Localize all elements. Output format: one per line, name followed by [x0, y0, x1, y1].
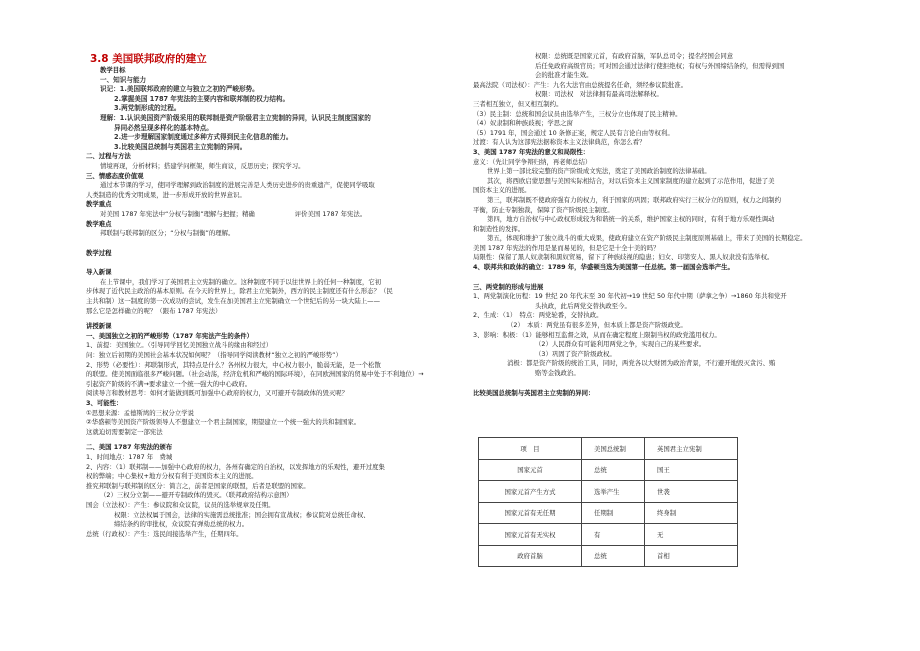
section3-line: 国资本主义的进展。	[473, 186, 531, 195]
objective-line: 异同必然呈现多样化的基本特点。	[114, 123, 213, 132]
keypoint-text	[86, 210, 452, 220]
section1-line: 2、形势（必要性）：邦联制形式，其特点是什么？各州权力很大，中心权力很小，脆弱无能，是一个松散	[86, 360, 381, 369]
section1-heading: 一、美国独立之初的严峻形势（1787 年宪法产生的条件）	[86, 331, 253, 340]
section1-line: 阅读导言和教材思考：如何才能做到既可加强中心政府的权力，又可避开专制政体的毁灭呢？	[86, 389, 349, 398]
objectives-block	[86, 76, 452, 153]
table-row	[479, 545, 738, 567]
section2-line: 权的弊端；中心集权+地方分权有利于美国资本主义的进展。	[86, 472, 258, 481]
objective-line: 一、知识与能力	[100, 75, 147, 84]
intro-line: 主共和制）这一制度的第一次成功的尝试，发生在加美国君主立宪制确立一个世纪后的另一块大陆上——	[86, 297, 380, 306]
section2-line: 1、时间地点：1787 年 费城	[86, 452, 173, 461]
section2-line: 国会（立法权）：产生：参议院和众议院，议员的选举规章及任期。	[86, 500, 275, 509]
section1-line: 引起资产阶级的不满→要求建立一个统一强大的中心政府。	[86, 379, 252, 388]
section3-line: 平衡，防止专制独裁，保障了资产阶级民主制度。	[473, 205, 614, 214]
party-line: （3）巩固了资产阶级政权。	[535, 349, 616, 358]
teaching-process-heading: 教学过程	[86, 248, 112, 257]
table-cell: 首相	[645, 545, 738, 567]
right-line: 过渡：有人认为这部宪法据称资本主义法律典范，你怎么看？	[473, 138, 646, 147]
table-cell: 国家元首有无实权	[479, 524, 582, 546]
table-caption: 比较美国总统制与英国君主立宪制的异同：	[473, 388, 595, 397]
party-line: 赂等金钱政治。	[535, 369, 580, 377]
objective-line: 2.进一步理解国家制度通过多种方式得到民主化信息的能力。	[114, 133, 293, 142]
comparison-table-wrap	[478, 437, 738, 567]
section2-line: 推究邦联制与联邦制的区分：简言之，前者是国家的联盟，后者是联盟的国家。	[86, 481, 310, 490]
party-line: 头执政，此后两党交替执政至今。	[535, 301, 631, 310]
section1-line: 问：独立后初期的美国社会基本状况如何呢？（指导同学阅读教材“独立之初的严峻形势”）	[86, 351, 342, 360]
section1-line: 这就迫切需要制定一部宪法	[86, 427, 163, 436]
section3-line: 其次，将西欧启蒙思想与美国实际相结合，对以后资本主义国家制度的建立起到了示范作用，促进了美	[487, 176, 775, 185]
table-row	[479, 524, 738, 546]
values-heading: 三、情感态度价值观	[86, 171, 144, 180]
table-cell: 总统	[582, 459, 645, 481]
section3-line: 第四，地方自治权与中心政权形成较为和谐统一的关系，维护国家主权的同时，有利于地方乐观性调动	[487, 215, 775, 224]
table-cell: 国家元首有无任期	[479, 502, 582, 524]
party-line: （2）人民群众有可能利用两党之争，实现自己的某些要求。	[535, 340, 706, 349]
values-line: 人类制造的优秀文明成果，进一步形成开放的世界意识。	[86, 190, 246, 199]
table-cell: 政府首脑	[479, 545, 582, 567]
objective-line: 3.比较美国总统制与英国君主立宪制的异同。	[114, 142, 247, 151]
objective-line: 理解：1.认识美国资产阶级采用的联邦制是资产阶级君主立宪制的异同，认识民主制度国家的	[100, 113, 371, 122]
intro-heading: 导入新课	[86, 268, 112, 277]
section3-line: 4、联邦共和政体的确立：1789 年，华盛顿当选为美国第一任总统。第一届国会选举产生。	[473, 263, 734, 272]
table-cell: 总统	[582, 545, 645, 567]
right-line: 后任免政府高级官员；可对国会通过法律行使拒绝权；有权与外国缔结条约，但需得到国	[535, 61, 785, 70]
left-column	[86, 52, 452, 539]
right-line: 权限：司法权 对法律拥有最高司法解释权。	[535, 90, 663, 99]
table-row	[479, 481, 738, 503]
right-line: （3）民主制：总统和国会议员由选举产生，三权分立也体现了民主精神。	[473, 109, 682, 118]
table-header-row	[479, 438, 738, 460]
section1-line: 的联盟。使美国面临很多严峻问题。（社会动荡，经济危机和严峻的国际环境），在同欧洲国家的贸易中处于不利地位）→	[86, 370, 424, 379]
keypoint-part-b: 评价美国 1787 年宪法。	[294, 209, 367, 218]
section2-line: （2）三权分立制——避开专制政体的毁灭。（联邦政府结构示意图）	[100, 491, 293, 500]
table-cell: 国家元首产生方式	[479, 481, 582, 503]
intro-line: 步体现了近代民主政治的基本原则。在今天的世界上，除君主立宪制外，西方的民主制度还有什么形态？（民	[86, 287, 393, 296]
difficulty-text: 邦联制与联邦制的区分；“分权与制衡”的理解。	[100, 229, 235, 238]
difficulty-heading: 教学难点	[86, 219, 112, 228]
process-text: 情境再现，分析材料；搭建学问框架，师生商议，反思历史；探究学习。	[100, 161, 305, 170]
right-line: 最高法院（司法权）：产生：九名大法官由总统提名任命，须经参议院批准。	[473, 80, 688, 89]
section3-line: 局限性：保留了黑人奴隶制和黑奴贸易，留下了种族歧视的隐患；妇女、印第安人、黑人奴隶没有选举权。	[473, 253, 774, 262]
right-line: 三者相互独立，但又相互制约。	[473, 99, 563, 108]
comparison-table	[478, 437, 738, 567]
table-cell: 终身制	[645, 502, 738, 524]
table-row	[479, 459, 738, 481]
table-cell: 任期制	[582, 502, 645, 524]
table-cell: 国家元首	[479, 459, 582, 481]
page-title: 3.8 美国联邦政府的建立	[90, 53, 207, 65]
section2-heading: 二、美国 1787 年宪法的颁布	[86, 443, 173, 452]
table-cell: 有	[582, 524, 645, 546]
table-row	[479, 502, 738, 524]
party-heading: 三、两党制的形成与进展	[473, 282, 544, 291]
objective-line: 3.两党制形成的过程。	[114, 104, 181, 113]
section3-line: 美国 1787 年宪法的作用是显而易见的，但是它是十全十美的吗？	[473, 243, 660, 252]
section3-line: 和制造性的发挥。	[473, 224, 525, 233]
section2-line: 总统（行政权）：产生：选民间接选举产生，任期四年。	[86, 529, 243, 538]
party-line: （2） 本质：两党虽有很多差异，但本质上都是资产阶级政党。	[507, 321, 687, 330]
table-header-cell: 项 目	[479, 438, 582, 460]
intro-line: 那么它是怎样确立的呢？（跟布 1787 年宪法）	[86, 306, 222, 315]
party-line: 消极：都是资产阶级的统治工具，同时，两党各以大财团为政治背景，不行避开地毁灭贪污、贿	[507, 359, 776, 368]
keypoint-heading: 教学重点	[86, 200, 112, 209]
keypoint-part-a: 对美国 1787 年宪法中“分权与制衡”理解与把握；精确	[100, 209, 255, 218]
new-lesson-heading: 讲授新课	[86, 322, 112, 331]
party-line: 3、影响：积极：（1）能够相互监督之效，从而在确定程度上限制当权的政党滥用权力。	[473, 330, 721, 339]
section3-line: 世界上第一部比较完整的资产阶级成文宪法，奠定了美国政治制度的法律基础。	[487, 167, 711, 176]
values-line: 通过本节课的学习，使同学理解到政治制度的进展完善是人类历史进步的贵重遗产，促使同学吸取	[100, 181, 375, 190]
table-cell: 无	[645, 524, 738, 546]
section1-line: ①思想来源：孟德斯鸠的三权分立学说	[86, 408, 194, 417]
section1-line: 3、可能性：	[86, 399, 123, 407]
section1-line: ②华盛顿等美国资产阶级领导人不想建立一个君主制国家，期望建立一个统一强大的共和制国家。	[86, 418, 361, 427]
right-line: （4）奴隶制和种族歧视；学思之窗	[473, 119, 573, 128]
table-header-cell: 英国君主立宪制	[645, 438, 738, 460]
right-line: 权限：总统既是国家元首，有政府首脑，军队总司令；提名经国会同意	[535, 52, 734, 60]
objective-line: 2.掌握美国 1787 年宪法的主要内容和联邦制的权力结构。	[114, 94, 290, 103]
right-line: （5）1791 年，国会通过 10 条修正案，规定人民有言论自由等权利。	[473, 128, 674, 137]
table-cell: 选举产生	[582, 481, 645, 503]
table-cell: 世袭	[645, 481, 738, 503]
objective-line: 识记：1.美国联邦政府的建立与独立之初的严峻形势。	[100, 85, 259, 94]
party-line: 1、两党制演化历程：19 世纪 20 年代末至 30 年代初→19 世纪 50 年代中期（萨拿之争）→1860 年共和党开	[473, 292, 787, 301]
section2-line: 权限：立法权属于国会，法律的实施需总统批准；国会拥有宣战权；参议院对总统任命权、	[114, 510, 370, 519]
section1-line: 1、前提：美国独立。（引导同学回忆美国独立战斗的缘由和经过）	[86, 341, 273, 350]
objectives-heading: 教学目标	[100, 66, 126, 74]
section3-line: 第五，体现和维护了独立战斗的重大成果，使政府建立在资产阶级民主制度原则基础上，带来了美国的长期稳定。	[487, 234, 807, 243]
table-header-cell: 美国总统制	[582, 438, 645, 460]
process-heading: 二、过程与方法	[86, 152, 131, 161]
intro-line: 在上节课中，我们学习了英国君主立宪制的确立。这种制度不同于以往世界上的任何一种制度，它初	[100, 277, 382, 286]
right-line: 会的批准才能生效。	[535, 71, 593, 80]
right-column	[473, 52, 843, 398]
section2-line: 2、内容：（1）联邦制——加强中心政府的权力，各州有确定的自治权，以发挥地方的乐观性，避开过度集	[86, 462, 385, 471]
section2-line: 缔结条约的审批权，众议院有弹劾总统的权力。	[114, 520, 249, 529]
table-cell: 国王	[645, 459, 738, 481]
section3-line: 第三，联邦制既不使政府强有力的权力，利于国家的巩固；联邦政府实行三权分立的原则，权力之间制约	[487, 195, 781, 204]
section3-line: 意义：（先让同学争辩归纳，再老师总结）	[473, 157, 592, 166]
party-line: 2、生成：（1） 特点：两党轮番，交替执政。	[473, 311, 603, 320]
section3-heading: 3、美国 1787 年宪法的意义和局限性：	[473, 147, 590, 156]
